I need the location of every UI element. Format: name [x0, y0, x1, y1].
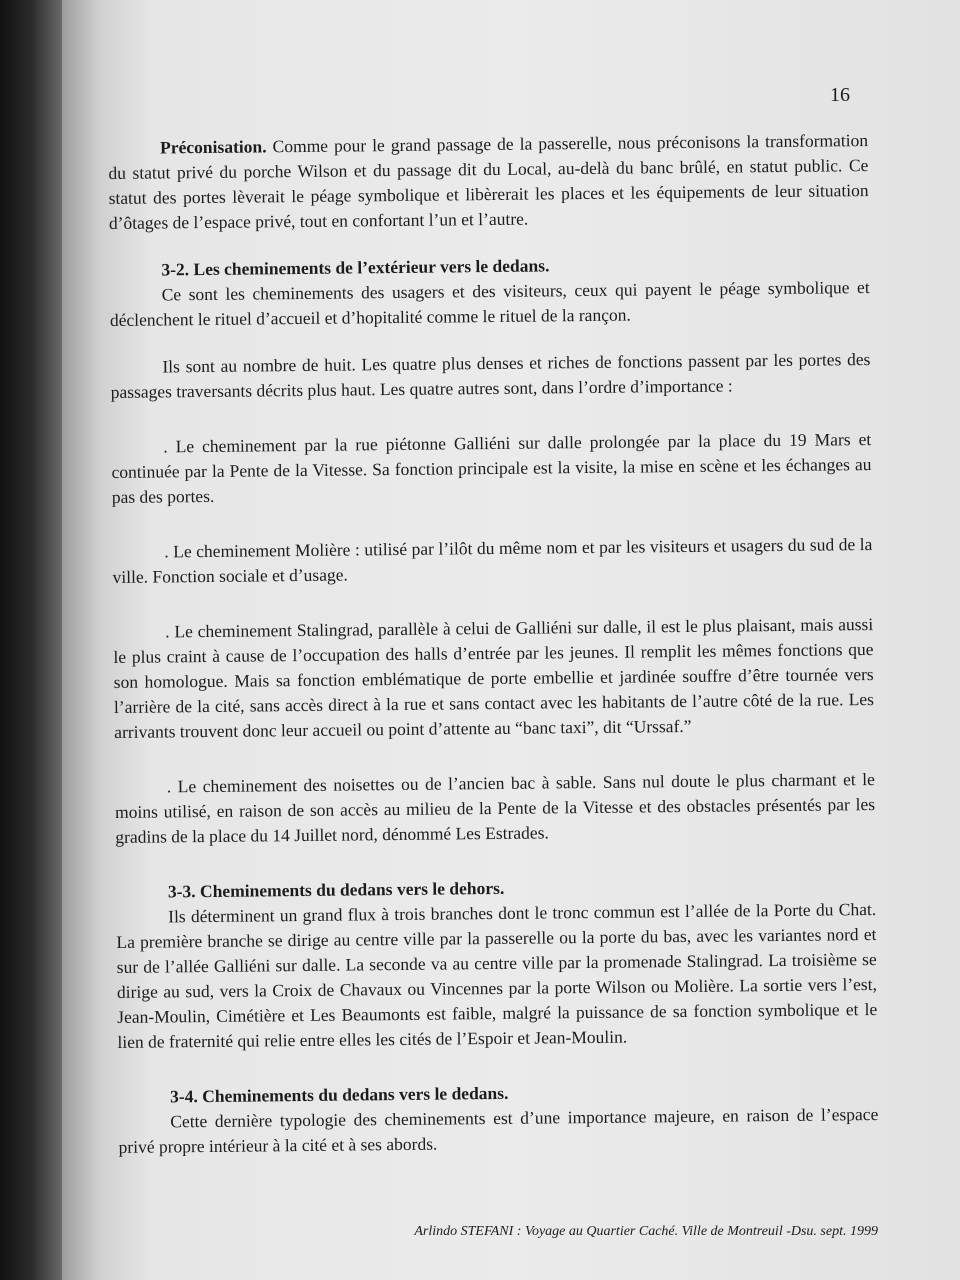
section-3-2-paragraph-1: Ce sont les cheminements des usagers et des visiteurs, ceux qui payent le péage symbolique et déclenchent le rituel d’accueil et d’hopitalité comme le rituel de la rançon. [109, 277, 870, 330]
route-noisettes: . Le cheminement des noisettes ou de l’ancien bac à sable. Sans nul doute le plus charmant et le moins utilisé, en raison de son accès au milieu de la Pente de la Vitesse et des obstacles présentés par les gradins de la place du 14 Juillet nord, dénommé Les Estrades. [114, 769, 876, 847]
book-page [62, 0, 960, 1280]
page-content [108, 128, 879, 1160]
preconisation-paragraph [108, 128, 869, 236]
route-moliere: . Le cheminement Molière : utilisé par l’ilôt du même nom et par les visiteurs et usagers du sud de la ville. Fonction sociale et d’usage. [112, 534, 873, 587]
section-3-3-paragraph: Ils déterminent un grand flux à trois branches dont le tronc commun est l’allée de la Porte du Chat. La première branche se dirige au centre ville par la passerelle ou la porte du bas, avec les variantes nord et sur de l’allée Galliéni sur dalle. La seconde va au centre ville par la promenade Stalingrad. La troisième se dirige au sud, vers la Croix de Chavaux ou Vincennes par la porte Wilson ou Molière. La sortie vers l’est, Jean-Moulin, Cimétière et Les Beaumonts est faible, malgré la puissance de sa fonction symbolique et le lien de fraternité qui relie entre elles les cités de l’Espoir et Jean-Moulin. [116, 898, 878, 1052]
section-3-3-heading: 3-3. Cheminements du dedans vers le dehors. [167, 877, 505, 902]
preconisation-text: Comme pour le grand passage de la passerelle, nous préconisons la transformation du statut privé du porche Wilson et du passage dit du Local, au-delà du banc brûlé, en statut public. Ce statut des portes lèverait le péage symbolique et libèrerait les places et les équipements de leur situation d’ôtages de l’espace privé, tout en confortant l’un et l’autre. [108, 130, 869, 233]
section-3-2-heading: 3-2. Les cheminements de l’extérieur vers le dedans. [161, 255, 550, 280]
route-stalingrad: . Le cheminement Stalingrad, parallèle à celui de Galliéni sur dalle, il est le plus plaisant, mais aussi le plus craint à cause de l’occupation des halls d’entrée par les jeunes. Il remplit les mêmes fonctions que son homologue. Mais sa fonction emblématique de porte embellie et jardinée souffre d’être tournée vers l’arrière de la cité, sans accès direct à la rue et sans contact avec les habitants de l’autre côté de la rue. Les arrivants trouvent donc leur accueil ou point d’attente au “banc taxi”, dit “Urssaf.” [113, 614, 875, 742]
preconisation-label: Préconisation. [160, 136, 267, 158]
book-gutter [0, 0, 62, 1280]
route-gallieni: . Le cheminement par la rue piétonne Galliéni sur dalle prolongée par la place du 19 Mars et continuée par la Pente de la Vitesse. Sa fonction principale est la visite, la mise en scène et les échanges au pas des portes. [111, 429, 872, 507]
section-3-4-heading: 3-4. Cheminements du dedans vers le dedans. [169, 1082, 509, 1107]
section-3-2-paragraph-2: Ils sont au nombre de huit. Les quatre plus denses et riches de fonctions passent par les portes des passages traversants décrits plus haut. Les quatre autres sont, dans l’ordre d’importance : [110, 349, 871, 402]
page-footer: Arlindo STEFANI : Voyage au Quartier Caché. Ville de Montreuil -Dsu. sept. 1999 [414, 1224, 878, 1239]
section-3-4-paragraph: Cette dernière typologie des cheminements est d’une importance majeure, en raison de l’espace privé propre intérieur à la cité et à ses abords. [118, 1103, 879, 1157]
page-number: 16 [830, 84, 850, 106]
